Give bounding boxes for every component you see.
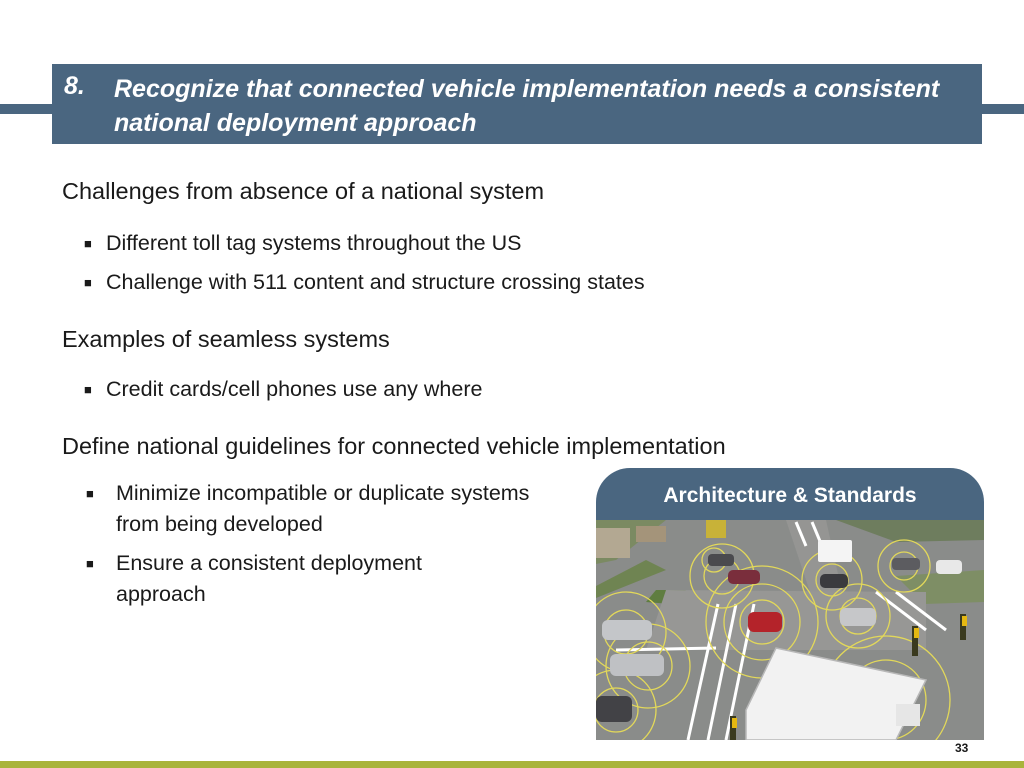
bullet-square-icon: ■	[84, 236, 92, 251]
footer-accent-line	[0, 761, 1024, 768]
connected-vehicle-intersection-image	[596, 520, 984, 740]
bullet-text: Credit cards/cell phones use any where	[106, 377, 483, 401]
slide-number-label: 8.	[64, 72, 85, 100]
list-item	[84, 374, 786, 405]
bullet-text: Different toll tag systems throughout the US	[106, 231, 522, 255]
bullet-text: Minimize incompatible or duplicate systems from being developed	[116, 481, 530, 536]
bullet-square-icon: ■	[84, 382, 92, 397]
list-item	[86, 478, 536, 540]
page-number: 33	[955, 741, 969, 755]
bullet-text: Challenge with 511 content and structure crossing states	[106, 270, 645, 294]
bullet-square-icon: ■	[84, 275, 92, 290]
card-title: Architecture & Standards	[663, 484, 917, 507]
title-rule-left	[0, 104, 52, 114]
slide-title: Recognize that connected vehicle implementation needs a consistent national deployment approach	[114, 75, 940, 137]
bullet-text: Ensure a consistent deployment approach	[116, 551, 422, 606]
bullet-square-icon: ■	[86, 556, 94, 571]
list-item	[84, 267, 786, 298]
section-heading-define: Define national guidelines for connected vehicle implementation	[62, 433, 726, 459]
list-item	[86, 548, 506, 610]
section-heading-challenges: Challenges from absence of a national system	[62, 178, 545, 204]
title-bar	[52, 64, 982, 144]
section-heading-examples: Examples of seamless systems	[62, 326, 390, 352]
architecture-standards-card	[596, 468, 984, 740]
list-item	[84, 228, 786, 259]
bullet-square-icon: ■	[86, 486, 94, 501]
title-rule-right	[982, 104, 1024, 114]
